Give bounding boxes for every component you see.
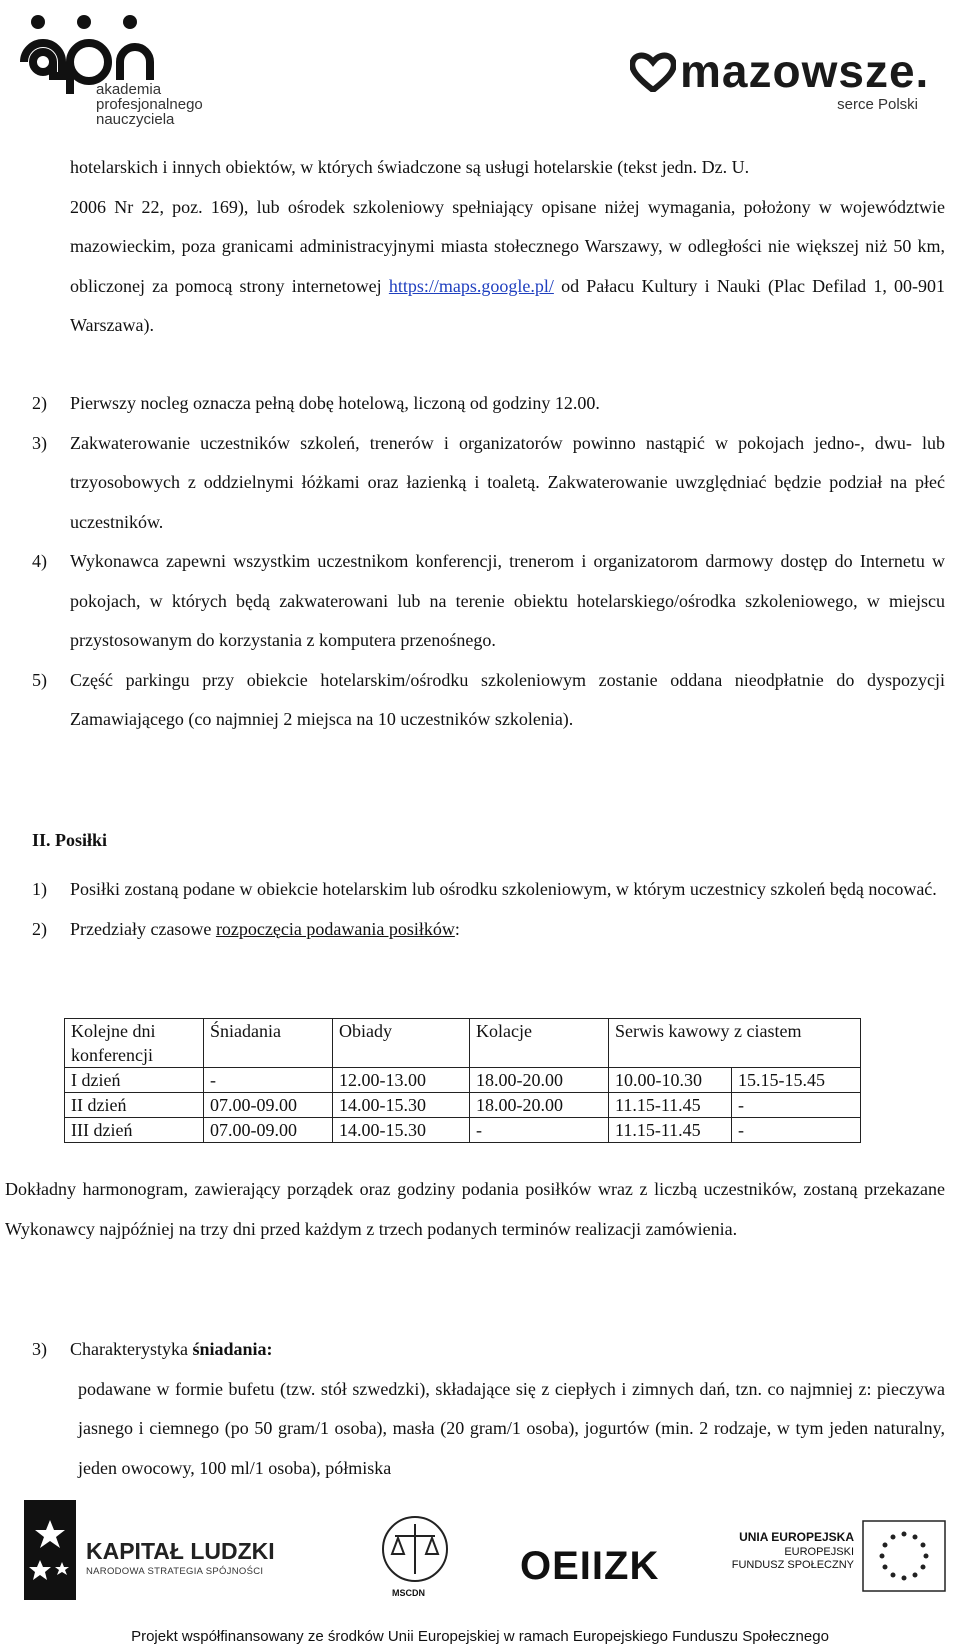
table-cell: III dzień bbox=[65, 1118, 204, 1143]
section-heading: II. Posiłki bbox=[32, 830, 108, 850]
oeiizk-logo: OEIIZK bbox=[520, 1544, 660, 1588]
item-number: 4) bbox=[32, 551, 47, 571]
item-text-colon: : bbox=[454, 918, 460, 939]
breakfast-description: podawane w formie bufetu (tzw. stół szwedzki), składające się z ciepłych i zimnych dań, tzn. co najmniej z: pieczywa jasnego i ciemnego (po 50 gram/1 osoba), masła (20 gram/1 osoba), jogurtów (min. 2 rodzaje, w tym jeden naturalny, jeden owocowy, 100 ml/1 osoba), półmiska bbox=[78, 1378, 945, 1478]
ue-title: UNIA EUROPEJSKA bbox=[739, 1530, 854, 1544]
intro-text-end: od Pałacu Kultury i Nauki (Plac Defilad 1, 00-901 Warszawa). bbox=[70, 275, 946, 335]
ue-line: FUNDUSZ SPOŁECZNY bbox=[731, 1559, 854, 1571]
heart-icon bbox=[630, 52, 676, 92]
apn-line: akademia bbox=[96, 81, 162, 98]
table-row bbox=[65, 1093, 861, 1118]
list-item bbox=[32, 870, 945, 910]
item-number: 1) bbox=[32, 879, 47, 899]
table-header-cell: Kolacje bbox=[470, 1019, 609, 1068]
mazowsze-word: mazowsze. bbox=[680, 45, 930, 97]
apn-logo-text bbox=[96, 82, 203, 127]
footer-text: Projekt współfinansowany ze środków Unii Europejskiej w ramach Europejskiego Funduszu Społecznego bbox=[131, 1628, 829, 1645]
table-cell: 18.00-20.00 bbox=[470, 1068, 609, 1093]
table-cell: 10.00-10.30 bbox=[609, 1068, 732, 1093]
table-cell: 12.00-13.00 bbox=[333, 1068, 470, 1093]
intro-line1: hotelarskich i innych obiektów, w których świadczone są usługi hotelarskie (tekst jedn. Dz. U. bbox=[70, 157, 750, 177]
item-number: 3) bbox=[32, 1339, 47, 1359]
breakfast-block bbox=[32, 1330, 945, 1488]
table-header-row bbox=[65, 1019, 861, 1068]
table-cell: I dzień bbox=[65, 1068, 204, 1093]
table-cell: - bbox=[732, 1093, 861, 1118]
item-number: 5) bbox=[32, 669, 47, 690]
table-cell: II dzień bbox=[65, 1093, 204, 1118]
list-item bbox=[32, 661, 945, 740]
ue-line: EUROPEJSKI bbox=[784, 1546, 854, 1558]
item-text: Zakwaterowanie uczestników szkoleń, trenerów i organizatorów powinno nastąpić w pokojach jedno-, dwu- lub trzyosobowych z oddzielnymi łóżkami oraz łazienką i toaletą. Zakwaterowanie uwzględniać będzie podział na płeć uczestników. bbox=[70, 432, 945, 532]
item-text-underlined: rozpoczęcia podawania posiłków bbox=[215, 918, 455, 939]
apn-line: nauczyciela bbox=[96, 111, 175, 128]
item-label: Charakterystyka bbox=[70, 1339, 193, 1359]
list-item bbox=[32, 542, 945, 661]
item-number: 2) bbox=[32, 918, 47, 939]
table-cell: - bbox=[732, 1118, 861, 1143]
table-cell: 11.15-11.45 bbox=[609, 1093, 732, 1118]
schedule-note: Dokładny harmonogram, zawierający porządek oraz godziny podania posiłków wraz z liczbą uczestników, zostaną przekazane Wykonawcy najpóźniej na trzy dni przed każdym z trzech podanych terminów realizacji zamówienia. bbox=[5, 1179, 945, 1239]
item-text: Część parkingu przy obiekcie hotelarskim/ośrodku szkoleniowym zostanie oddana nieodpłatnie do dyspozycji Zamawiającego (co najmniej 2 miejsca na 10 uczestników szkolenia). bbox=[70, 669, 945, 729]
intro-block bbox=[70, 148, 945, 346]
table-header-cell: Śniadania bbox=[204, 1019, 333, 1068]
list-item bbox=[32, 424, 945, 543]
table-header-cell: Serwis kawowy z ciastem bbox=[609, 1019, 861, 1068]
meals-list bbox=[32, 870, 945, 949]
table-row bbox=[65, 1068, 861, 1093]
table-cell: - bbox=[470, 1118, 609, 1143]
table-cell: 14.00-15.30 bbox=[333, 1093, 470, 1118]
mazowsze-logo bbox=[630, 44, 940, 114]
table-cell: 18.00-20.00 bbox=[470, 1093, 609, 1118]
table-header-cell: Kolejne dni konferencji bbox=[65, 1019, 204, 1068]
ue-logo bbox=[710, 1520, 950, 1610]
item-text: Wykonawca zapewni wszystkim uczestnikom konferencji, trenerom i organizatorom darmowy dostęp do Internetu w pokojach, w których będą zakwaterowani lub na terenie obiektu hotelarskiego/ośrodka szkoleniowego, w miejscu przystosowanym do korzystania z komputera przenośnego. bbox=[70, 551, 945, 650]
accommodation-list bbox=[32, 384, 945, 740]
mazowsze-subtitle: serce Polski bbox=[837, 96, 918, 113]
item-number: 2) bbox=[32, 393, 47, 413]
list-item bbox=[32, 910, 945, 950]
item-text: Przedziały czasowe bbox=[70, 918, 216, 939]
meals-table bbox=[64, 1018, 861, 1143]
intro-paragraph bbox=[70, 188, 945, 346]
table-cell: 11.15-11.45 bbox=[609, 1118, 732, 1143]
table-cell: 07.00-09.00 bbox=[204, 1118, 333, 1143]
table-header-cell: Obiady bbox=[333, 1019, 470, 1068]
table-cell: - bbox=[204, 1068, 333, 1093]
table-cell: 07.00-09.00 bbox=[204, 1093, 333, 1118]
kapital-ludzki-logo bbox=[20, 1500, 280, 1600]
apn-line: profesjonalnego bbox=[96, 96, 203, 113]
kapital-ludzki-title: KAPITAŁ LUDZKI bbox=[86, 1538, 275, 1564]
footer-logos bbox=[0, 1500, 960, 1620]
kapital-ludzki-mark-icon bbox=[20, 1500, 80, 1600]
item-text: Posiłki zostaną podane w obiekcie hotelarskim lub ośrodku szkoleniowym, w którym uczestnicy szkoleń będą nocować. bbox=[70, 879, 937, 899]
mscdn-mark-icon bbox=[380, 1514, 450, 1588]
item-text: Pierwszy nocleg oznacza pełną dobę hotelową, liczoną od godziny 12.00. bbox=[70, 393, 600, 413]
table-cell: 14.00-15.30 bbox=[333, 1118, 470, 1143]
maps-link[interactable]: https://maps.google.pl/ bbox=[388, 275, 554, 296]
intro-text: 2006 Nr 22, poz. 169), lub ośrodek szkoleniowy spełniający opisane niżej wymagania, położony w województwie mazowieckim, poza granicami administracyjnymi miasta stołecznego Warszawy, w odległości nie większej niż 50 km, obliczonej za pomocą strony internetowej bbox=[70, 196, 945, 296]
kapital-ludzki-subtitle: NARODOWA STRATEGIA SPÓJNOŚCI bbox=[86, 1566, 264, 1577]
item-label-bold: śniadania: bbox=[192, 1339, 273, 1359]
list-item bbox=[32, 384, 945, 424]
mscdn-label: MSCDN bbox=[392, 1588, 425, 1598]
table-row bbox=[65, 1118, 861, 1143]
table-cell: 15.15-15.45 bbox=[732, 1068, 861, 1093]
list-item bbox=[32, 1330, 945, 1370]
eu-flag-icon bbox=[862, 1520, 946, 1592]
item-number: 3) bbox=[32, 432, 47, 453]
ue-subtitle bbox=[732, 1546, 854, 1572]
apn-logo bbox=[20, 14, 240, 134]
mscdn-logo bbox=[380, 1514, 450, 1604]
